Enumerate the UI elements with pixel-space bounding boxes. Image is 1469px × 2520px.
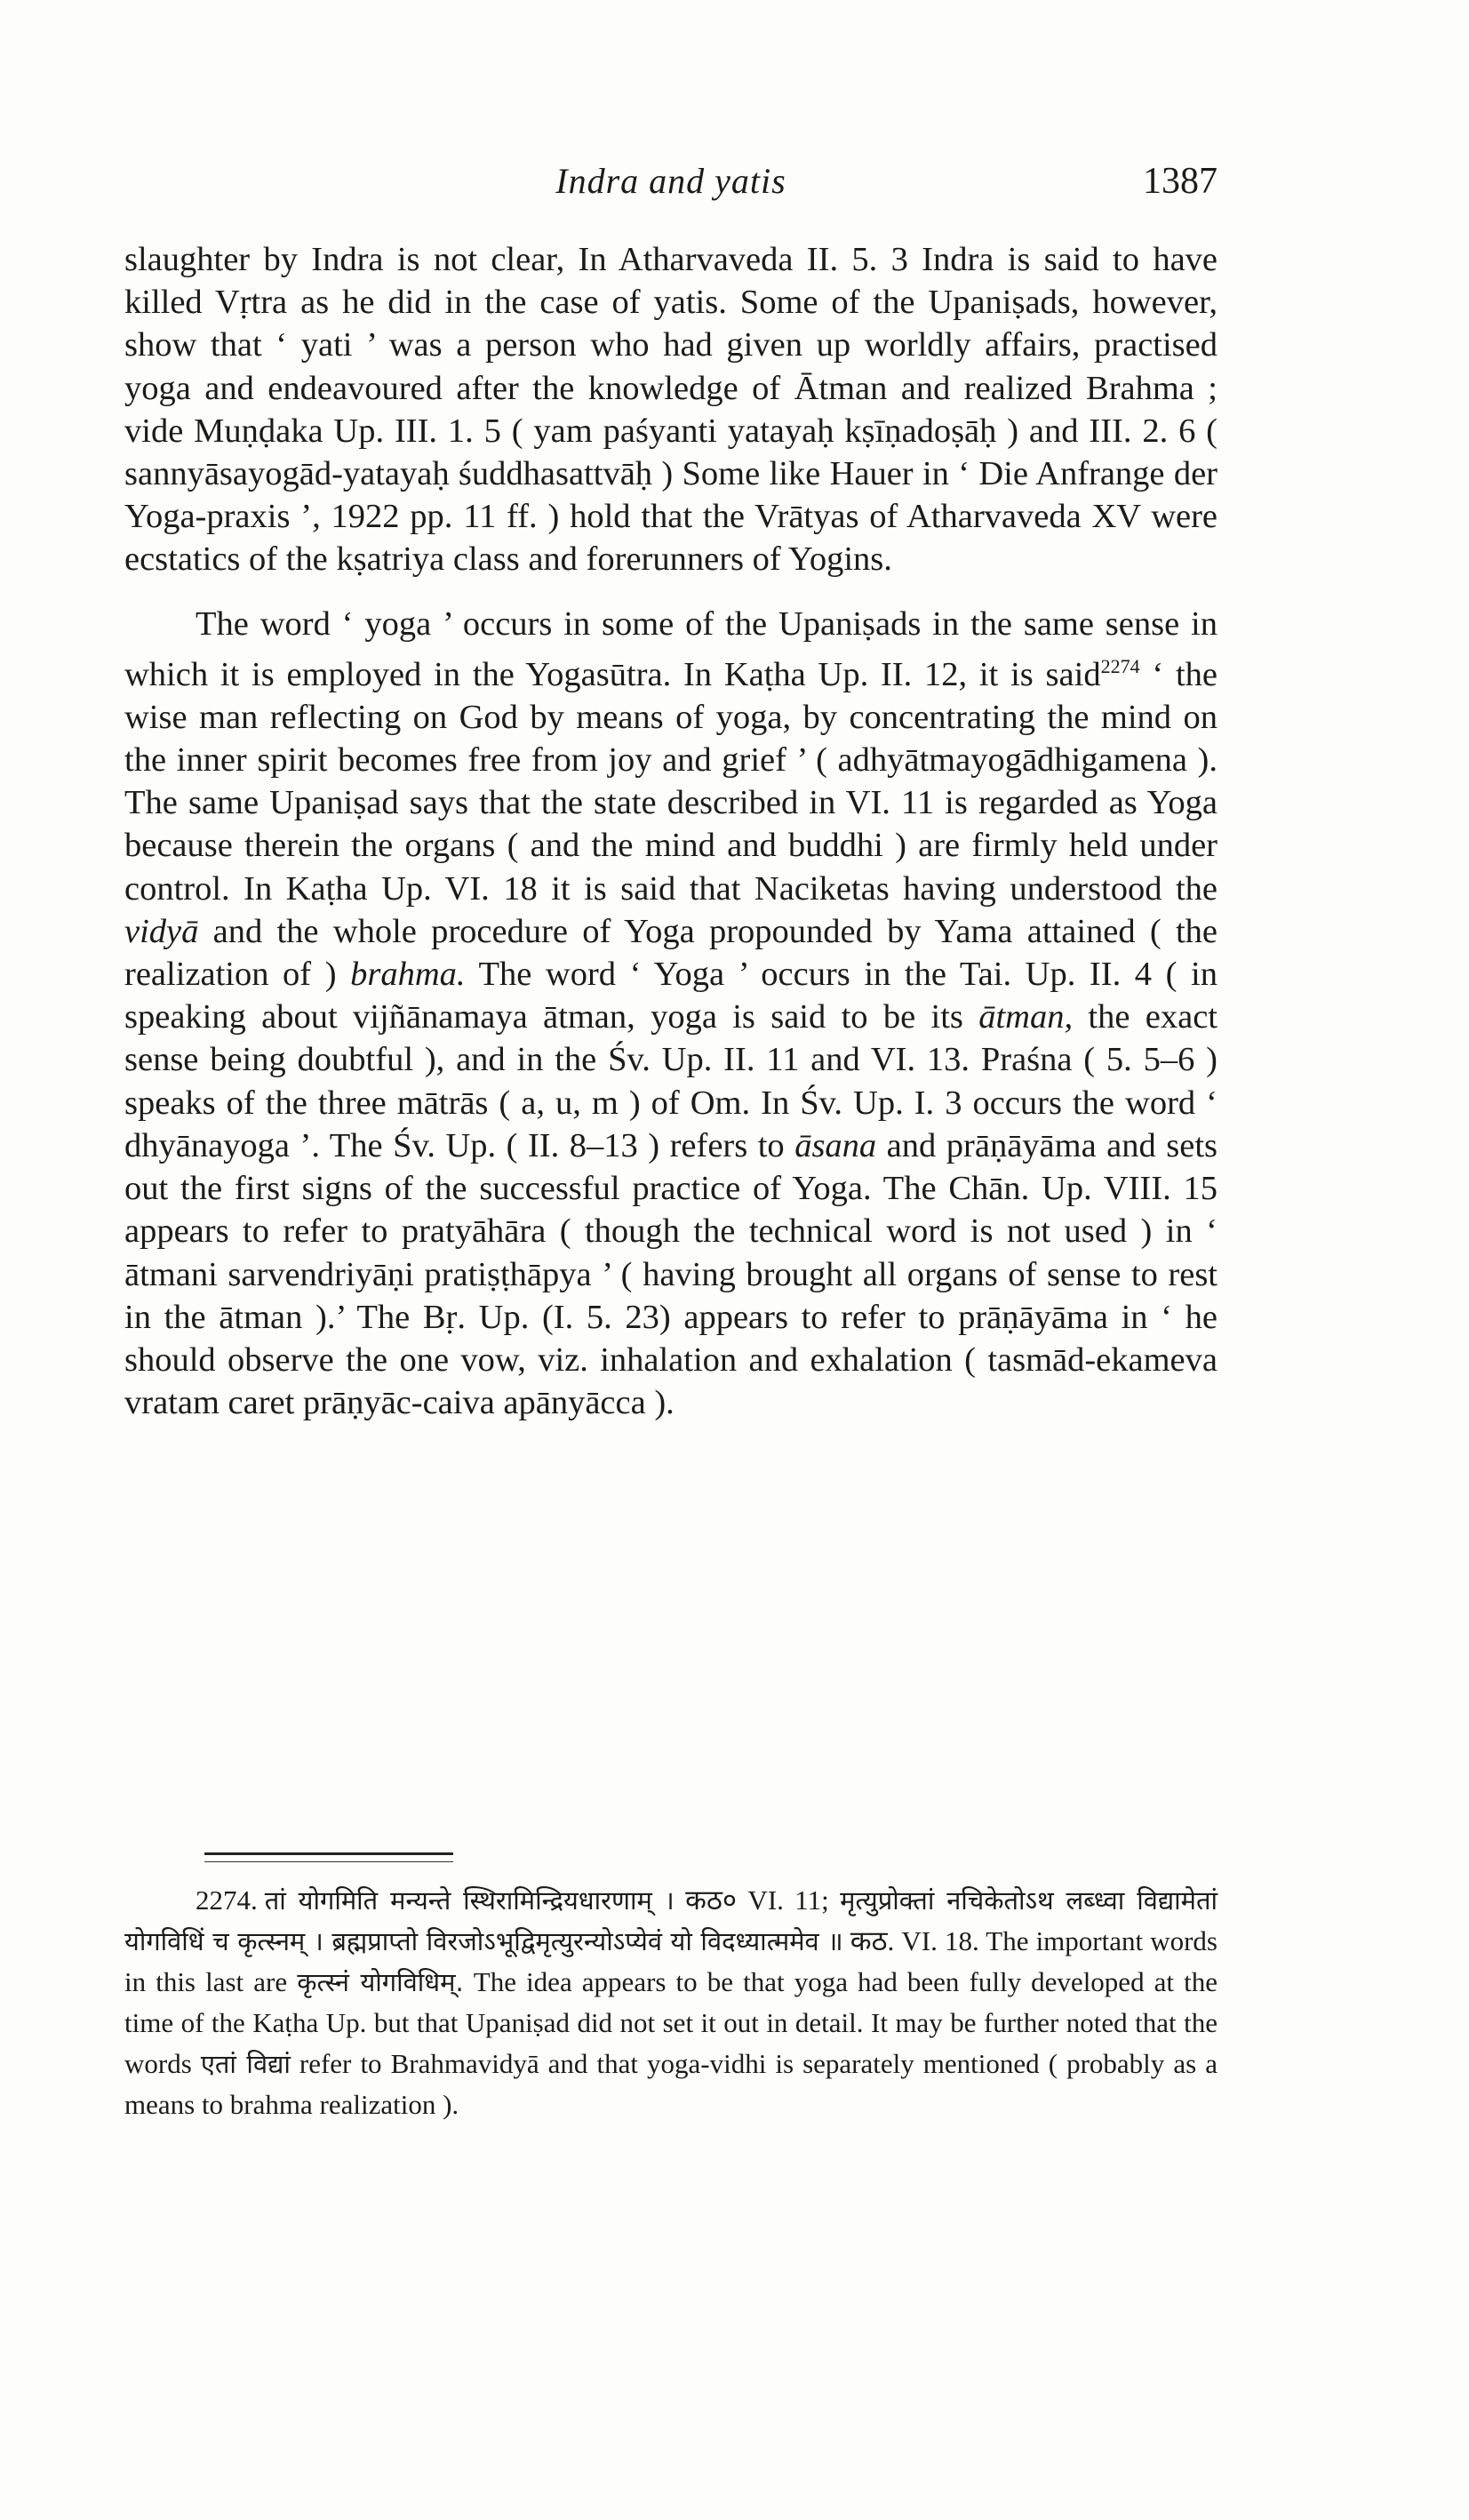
footnote-ref-1: कठ० VI. 11;: [674, 1884, 841, 1916]
p2-text-e: the exact sense being doubtful ), and in the Śv. Up. II. 11 and VI. 13. Praśna ( 5. 5–6 ) speaks of the three mātrās ( a, u, m ) of Om. In Śv. Up. I. 3 occurs the word ‘ dhyānayoga ’. The Śv. Up. ( II. 8–13 ) refers to: [124, 998, 1218, 1164]
sanskrit-quote-2: मृत्युप्रोक्तां नचिकेतोऽथ लब्ध्वा विद्यामेतां योगविधिं च कृत्स्नम् । ब्रह्मप्राप्तो विरजोऽभूद्विमृत्युरन्योऽप्येवं यो विदध्यात्ममेव ॥: [124, 1885, 1218, 1956]
p2-text-b: ‘ the wise man reflecting on God by means of yoga, by concentrating the mind on the inner spirit becomes free from joy and grief ’ ( adhyātmayogādhigamena ). The same Upaniṣad says that the state described in VI. 11 is regarded as Yoga because therein the organs ( and the mind and buddhi ) are firmly held under control. In Kaṭha Up. VI. 18 it is said that Naciketas having understood the: [124, 655, 1218, 908]
footnote-divider: [204, 1852, 453, 1855]
footnote-ref: 2274: [1100, 654, 1140, 677]
footnote-number: 2274.: [196, 1884, 258, 1916]
page-number: 1387: [1143, 161, 1218, 202]
p2-text-a: The word ‘ yoga ’ occurs in some of the Upaniṣads in the same sense in which it is employed in the Yogasūtra. In Kaṭha Up. II. 12, it is said: [124, 604, 1218, 693]
p2-text-d: The word ‘ Yoga ’ occurs in the Tai. Up. II. 4 ( in speaking about vijñānamaya ātman, yoga is said to be its: [124, 956, 1218, 1036]
sanskrit-quote-3: कृत्स्नं योगविधिम्.: [297, 1967, 464, 1997]
main-text: [124, 238, 1218, 1445]
footnote-2274: [124, 1880, 1218, 2125]
p2-asana: āsana: [794, 1126, 877, 1164]
p2-brahma: brahma.: [350, 956, 466, 994]
p2-text-c: and the whole procedure of Yoga propounded by Yama attained ( the realization of ): [124, 912, 1218, 994]
sanskrit-quote-4: एतां विद्यां: [200, 2049, 291, 2079]
page-header: [124, 160, 1218, 222]
sanskrit-quote-1: तां योगमिति मन्यन्ते स्थिरामिन्द्रियधारणाम् ।: [264, 1885, 675, 1916]
p2-atman: ātman,: [978, 998, 1074, 1036]
footnote-divider-thin: [204, 1861, 453, 1862]
footnote-text-1: The idea appears to be that yoga had been fully developed at the time of the Kaṭha Up. but that Upaniṣad did not set it out in detail. It may be further noted that the words: [124, 1966, 1218, 2079]
p2-text-f: and prāṇāyāma and sets out the first signs of the successful practice of Yoga. The Chān. Up. VIII. 15 appears to refer to pratyāhāra ( though the technical word is not used ) in ‘ ātmani sarvendriyāṇi pratiṣṭhāpya ’ ( having brought all organs of sense to rest in the ātman ).’ The Bṛ. Up. (I. 5. 23) appears to refer to prāṇāyāma in ‘ he should observe the one vow, viz. inhalation and exhalation ( tasmād-ekameva vratam caret prāṇyāc-caiva apānyācca ).: [124, 1126, 1218, 1422]
paragraph-2: [124, 603, 1218, 1425]
running-title: Indra and yatis: [555, 161, 786, 201]
p2-vidya: vidyā: [124, 912, 199, 950]
paragraph-1: slaughter by Indra is not clear, In Atharvaveda II. 5. 3 Indra is said to have killed Vṛtra as he did in the case of yatis. Some of the Upaniṣads, however, show that ‘ yati ’ was a person who had given up worldly affairs, practised yoga and endeavoured after the knowledge of Ātman and realized Brahma ; vide Muṇḍaka Up. III. 1. 5 ( yam paśyanti yatayaḥ kṣīṇadoṣāḥ ) and III. 2. 6 ( sannyāsayogād-yatayaḥ śuddhasattvāḥ ) Some like Hauer in ‘ Die Anfrange der Yoga-praxis ’, 1922 pp. 11 ff. ) hold that the Vrātyas of Atharvaveda XV were ecstatics of the kṣatriya class and forerunners of Yogins.: [124, 241, 1218, 579]
footnote-text-2: refer to Brahmavidyā and that yoga-vidhi is separately mentioned ( probably as a means to brahma realization ).: [124, 2048, 1218, 2120]
footnote-ref-2: कठ. VI. 18. The important words in this last are: [124, 1925, 1218, 1997]
